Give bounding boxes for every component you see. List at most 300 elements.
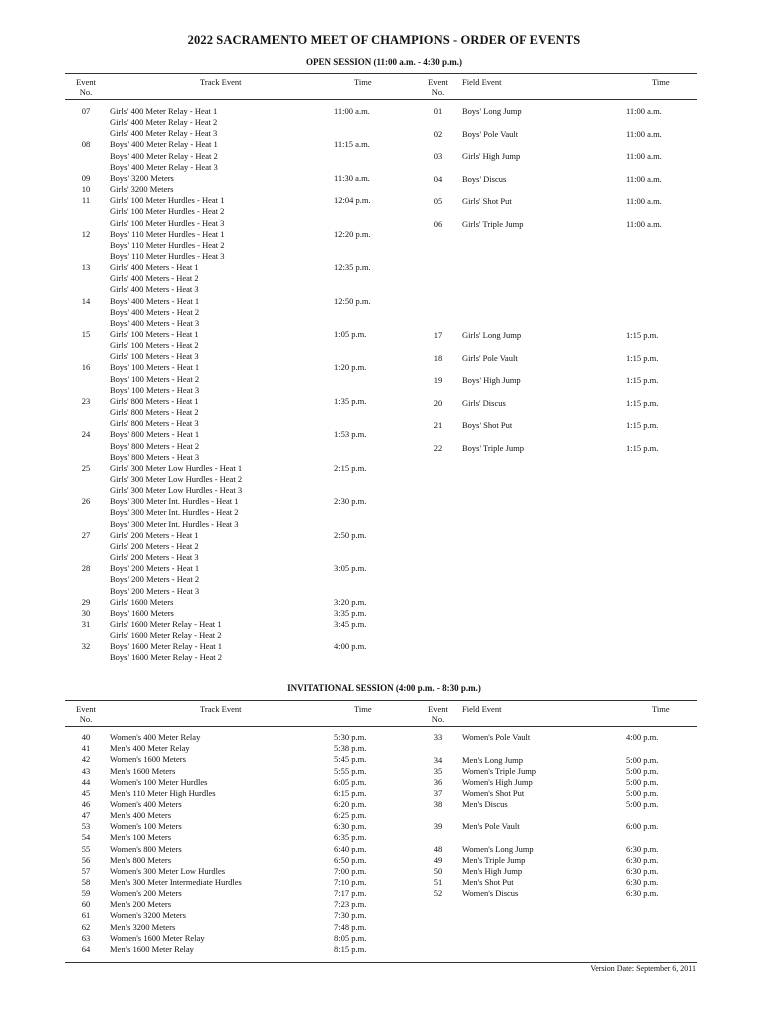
event-time: 5:00 p.m. bbox=[626, 765, 659, 776]
event-number: 58 bbox=[81, 877, 91, 887]
table-row bbox=[66, 463, 396, 474]
table-row bbox=[66, 218, 396, 229]
table-row bbox=[66, 777, 396, 788]
event-time: 11:15 a.m. bbox=[334, 139, 370, 150]
invitational-session-label: INVITATIONAL SESSION (4:00 p.m. - 8:30 p.m.) bbox=[287, 683, 481, 693]
event-time: 6:15 p.m. bbox=[334, 787, 367, 798]
divider bbox=[65, 726, 697, 727]
event-time: 2:15 p.m. bbox=[334, 462, 367, 473]
event-name: Girls' 100 Meters - Heat 1 bbox=[110, 329, 199, 339]
event-time: 1:20 p.m. bbox=[334, 362, 367, 373]
event-name: Men's 800 Meters bbox=[110, 854, 172, 865]
event-name: Girls' 400 Meters - Heat 1 bbox=[110, 262, 199, 273]
event-time: 2:30 p.m. bbox=[334, 496, 367, 507]
event-name: Men's 400 Meter Relay bbox=[110, 743, 190, 754]
event-number: 46 bbox=[81, 798, 91, 809]
event-name: Girls' 300 Meter Low Hurdles - Heat 1 bbox=[110, 462, 243, 473]
event-number: 44 bbox=[81, 776, 91, 787]
event-number: 06 bbox=[433, 218, 443, 229]
event-name: Women's 400 Meters bbox=[110, 798, 182, 809]
event-number: 13 bbox=[81, 262, 91, 273]
event-name: Men's 1600 Meters bbox=[110, 765, 176, 776]
event-name: Women's 100 Meter Hurdles bbox=[110, 776, 208, 787]
event-name: Girls' 1600 Meter Relay - Heat 1 bbox=[110, 618, 222, 629]
event-time: 5:00 p.m. bbox=[626, 776, 659, 787]
event-time: 6:00 p.m. bbox=[626, 821, 659, 831]
event-name: Men's High Jump bbox=[462, 865, 523, 876]
event-time: 3:05 p.m. bbox=[334, 563, 367, 574]
event-name: Girls' 300 Meter Low Hurdles - Heat 2 bbox=[110, 473, 243, 484]
divider bbox=[65, 99, 697, 100]
event-number: 47 bbox=[81, 810, 91, 820]
event-time: 7:23 p.m. bbox=[334, 899, 367, 910]
inv-field-time-header: Time bbox=[652, 704, 670, 714]
event-time: 7:10 p.m. bbox=[334, 877, 367, 887]
event-name: Women's 200 Meters bbox=[110, 888, 182, 899]
table-row bbox=[66, 184, 396, 195]
event-time: 8:05 p.m. bbox=[334, 932, 367, 943]
table-row bbox=[66, 296, 396, 307]
event-name: Boys' 400 Meter Relay - Heat 1 bbox=[110, 139, 218, 150]
event-name: Boys' 200 Meters - Heat 3 bbox=[110, 585, 200, 596]
event-number: 12 bbox=[81, 228, 91, 239]
event-time: 3:20 p.m. bbox=[334, 596, 367, 607]
event-time: 6:30 p.m. bbox=[626, 876, 659, 887]
event-name: Women's Triple Jump bbox=[462, 765, 537, 776]
table-row bbox=[66, 340, 396, 351]
event-time: 6:35 p.m. bbox=[334, 832, 367, 843]
table-row bbox=[418, 732, 698, 743]
event-name: Girls' 800 Meters - Heat 1 bbox=[110, 395, 199, 406]
event-name: Boys' 1600 Meters bbox=[110, 607, 174, 618]
event-time: 1:35 p.m. bbox=[334, 395, 367, 406]
event-time: 6:30 p.m. bbox=[626, 843, 659, 854]
event-name: Girls' 200 Meters - Heat 3 bbox=[110, 552, 199, 562]
event-name: Women's 3200 Meters bbox=[110, 910, 186, 921]
table-row bbox=[66, 485, 396, 496]
event-name: Girls' 200 Meters - Heat 2 bbox=[110, 540, 199, 551]
track-time-header: Time bbox=[354, 77, 372, 87]
event-time: 5:00 p.m. bbox=[626, 787, 659, 798]
event-time: 11:00 a.m. bbox=[626, 151, 662, 161]
table-row bbox=[66, 385, 396, 396]
table-row bbox=[66, 574, 396, 585]
event-name: Men's 3200 Meters bbox=[110, 921, 176, 932]
event-name: Boys' 800 Meters - Heat 2 bbox=[110, 440, 200, 451]
event-time: 1:15 p.m. bbox=[626, 330, 659, 340]
event-name: Boys' 800 Meters - Heat 1 bbox=[110, 429, 200, 440]
table-row bbox=[418, 174, 698, 185]
table-row bbox=[418, 777, 698, 788]
event-number: 53 bbox=[81, 821, 91, 832]
event-name: Girls' 200 Meters - Heat 1 bbox=[110, 529, 199, 540]
event-time: 11:00 a.m. bbox=[626, 106, 662, 116]
table-row bbox=[66, 429, 396, 440]
event-time: 5:00 p.m. bbox=[626, 798, 659, 809]
event-time: 6:20 p.m. bbox=[334, 798, 367, 809]
event-name: Girls' 400 Meter Relay - Heat 1 bbox=[110, 106, 218, 116]
table-row bbox=[66, 307, 396, 318]
event-name: Girls' Shot Put bbox=[462, 196, 512, 206]
event-number: 04 bbox=[433, 173, 443, 184]
event-name: Boys' Long Jump bbox=[462, 106, 522, 116]
event-number: 60 bbox=[81, 899, 91, 910]
event-name: Men's 300 Meter Intermediate Hurdles bbox=[110, 877, 242, 887]
event-name: Girls' 800 Meters - Heat 2 bbox=[110, 407, 199, 418]
event-number: 21 bbox=[433, 420, 443, 430]
event-number: 57 bbox=[81, 865, 91, 876]
event-time: 1:15 p.m. bbox=[626, 375, 659, 385]
table-row bbox=[66, 318, 396, 329]
table-row bbox=[66, 922, 396, 933]
event-name: Women's 400 Meter Relay bbox=[110, 732, 201, 742]
event-number: 55 bbox=[81, 843, 91, 854]
event-name: Women's High Jump bbox=[462, 776, 533, 787]
table-row bbox=[66, 541, 396, 552]
event-time: 5:38 p.m. bbox=[334, 743, 367, 754]
event-name: Boys' 1600 Meter Relay - Heat 1 bbox=[110, 641, 223, 652]
event-name: Boys' Triple Jump bbox=[462, 442, 524, 453]
event-number: 24 bbox=[81, 429, 91, 440]
table-row bbox=[66, 630, 396, 641]
table-row bbox=[66, 619, 396, 630]
inv-field-event-no-header: Event No. bbox=[428, 704, 448, 724]
event-name: Girls' 100 Meters - Heat 3 bbox=[110, 351, 199, 362]
table-row bbox=[66, 474, 396, 485]
event-time: 2:50 p.m. bbox=[334, 529, 367, 540]
event-name: Girls' 3200 Meters bbox=[110, 184, 174, 195]
document-title: 2022 SACRAMENTO MEET OF CHAMPIONS - ORDER OF EVENTS bbox=[187, 33, 581, 47]
event-number: 22 bbox=[433, 442, 443, 453]
event-name: Boys' 200 Meters - Heat 1 bbox=[110, 563, 200, 574]
event-name: Girls' Triple Jump bbox=[462, 218, 524, 229]
event-number: 43 bbox=[81, 765, 91, 776]
table-row bbox=[418, 755, 698, 766]
event-name: Women's 1600 Meter Relay bbox=[110, 932, 205, 943]
event-time: 5:30 p.m. bbox=[334, 732, 367, 742]
event-name: Boys' 110 Meter Hurdles - Heat 1 bbox=[110, 228, 225, 239]
event-time: 4:00 p.m. bbox=[334, 641, 367, 652]
event-number: 26 bbox=[81, 496, 91, 507]
event-number: 59 bbox=[81, 888, 91, 899]
event-name: Boys' Discus bbox=[462, 173, 507, 184]
table-row bbox=[66, 106, 396, 117]
event-number: 19 bbox=[433, 375, 443, 385]
event-number: 54 bbox=[81, 832, 91, 843]
event-time: 11:00 a.m. bbox=[334, 106, 370, 116]
table-row bbox=[66, 162, 396, 173]
table-row bbox=[418, 420, 698, 431]
event-name: Boys' 400 Meter Relay - Heat 2 bbox=[110, 150, 218, 161]
table-row bbox=[66, 855, 396, 866]
event-name: Boys' 110 Meter Hurdles - Heat 3 bbox=[110, 251, 225, 261]
event-name: Men's 400 Meters bbox=[110, 810, 172, 820]
event-number: 02 bbox=[433, 128, 443, 139]
table-row bbox=[66, 732, 396, 743]
event-name: Boys' 400 Meters - Heat 3 bbox=[110, 317, 200, 328]
event-time: 6:50 p.m. bbox=[334, 854, 367, 865]
event-name: Men's Long Jump bbox=[462, 754, 524, 765]
event-name: Women's 300 Meter Low Hurdles bbox=[110, 865, 226, 876]
event-name: Men's Shot Put bbox=[462, 876, 514, 887]
event-time: 6:25 p.m. bbox=[334, 810, 367, 820]
event-name: Girls' 100 Meter Hurdles - Heat 3 bbox=[110, 217, 225, 228]
event-number: 10 bbox=[81, 184, 91, 195]
event-name: Women's 100 Meters bbox=[110, 821, 182, 832]
table-row bbox=[66, 933, 396, 944]
table-row bbox=[66, 530, 396, 541]
event-time: 11:00 a.m. bbox=[626, 196, 662, 206]
event-time: 7:17 p.m. bbox=[334, 888, 367, 899]
table-row bbox=[66, 910, 396, 921]
event-name: Men's 110 Meter High Hurdles bbox=[110, 787, 216, 798]
event-name: Women's 1600 Meters bbox=[110, 754, 186, 765]
table-row bbox=[66, 766, 396, 777]
inv-field-event-header: Field Event bbox=[462, 704, 502, 714]
table-row bbox=[418, 330, 698, 341]
event-name: Boys' High Jump bbox=[462, 375, 521, 385]
field-event-header: Field Event bbox=[462, 77, 502, 87]
event-name: Women's 800 Meters bbox=[110, 843, 182, 854]
table-row bbox=[66, 496, 396, 507]
table-row bbox=[66, 173, 396, 184]
event-number: 42 bbox=[81, 754, 91, 765]
table-row bbox=[418, 353, 698, 364]
table-row bbox=[418, 375, 698, 386]
event-number: 39 bbox=[433, 821, 443, 831]
event-name: Boys' 100 Meters - Heat 2 bbox=[110, 373, 200, 384]
event-time: 6:30 p.m. bbox=[626, 854, 659, 865]
table-row bbox=[66, 899, 396, 910]
table-row bbox=[66, 418, 396, 429]
table-row bbox=[418, 821, 698, 832]
table-row bbox=[66, 128, 396, 139]
event-time: 1:53 p.m. bbox=[334, 429, 367, 440]
event-name: Girls' 300 Meter Low Hurdles - Heat 3 bbox=[110, 485, 243, 496]
table-row bbox=[66, 139, 396, 150]
table-row bbox=[66, 229, 396, 240]
event-number: 14 bbox=[81, 295, 91, 306]
event-number: 36 bbox=[433, 776, 443, 787]
table-row bbox=[66, 788, 396, 799]
event-number: 15 bbox=[81, 329, 91, 339]
event-time: 7:48 p.m. bbox=[334, 921, 367, 932]
table-row bbox=[418, 788, 698, 799]
field-event-no-header: Event No. bbox=[428, 77, 448, 97]
table-row bbox=[66, 519, 396, 530]
event-name: Men's Pole Vault bbox=[462, 821, 520, 831]
event-name: Boys' Pole Vault bbox=[462, 128, 519, 139]
event-time: 1:15 p.m. bbox=[626, 420, 659, 430]
track-event-no-header: Event No. bbox=[76, 77, 96, 97]
event-time: 5:00 p.m. bbox=[626, 754, 659, 765]
event-number: 09 bbox=[81, 172, 91, 183]
inv-track-event-no-header: Event No. bbox=[76, 704, 96, 724]
table-row bbox=[66, 117, 396, 128]
event-number: 18 bbox=[433, 352, 443, 363]
event-number: 23 bbox=[81, 395, 91, 406]
table-row bbox=[418, 866, 698, 877]
table-row bbox=[66, 754, 396, 765]
event-time: 12:20 p.m. bbox=[334, 228, 371, 239]
event-name: Women's Shot Put bbox=[462, 787, 525, 798]
table-row bbox=[66, 284, 396, 295]
event-time: 3:35 p.m. bbox=[334, 607, 367, 618]
table-row bbox=[66, 877, 396, 888]
event-name: Girls' 100 Meter Hurdles - Heat 1 bbox=[110, 195, 225, 206]
event-number: 48 bbox=[433, 843, 443, 854]
event-number: 20 bbox=[433, 397, 443, 408]
event-name: Boys' 300 Meter Int. Hurdles - Heat 2 bbox=[110, 507, 239, 518]
event-number: 16 bbox=[81, 362, 91, 373]
event-time: 11:00 a.m. bbox=[626, 173, 662, 184]
table-row bbox=[418, 855, 698, 866]
table-row bbox=[66, 866, 396, 877]
event-time: 1:15 p.m. bbox=[626, 442, 659, 453]
event-number: 32 bbox=[81, 641, 91, 652]
table-row bbox=[418, 766, 698, 777]
event-number: 38 bbox=[433, 798, 443, 809]
event-name: Girls' 400 Meter Relay - Heat 2 bbox=[110, 117, 218, 128]
event-time: 1:05 p.m. bbox=[334, 329, 367, 339]
table-row bbox=[66, 396, 396, 407]
event-number: 51 bbox=[433, 876, 443, 887]
event-number: 25 bbox=[81, 462, 91, 473]
inv-track-time-header: Time bbox=[354, 704, 372, 714]
event-name: Boys' 200 Meters - Heat 2 bbox=[110, 574, 200, 585]
event-name: Boys' 800 Meters - Heat 3 bbox=[110, 451, 200, 462]
inv-track-event-header: Track Event bbox=[200, 704, 242, 714]
table-row bbox=[66, 407, 396, 418]
table-row bbox=[66, 944, 396, 955]
table-row bbox=[418, 129, 698, 140]
table-row bbox=[66, 374, 396, 385]
event-time: 6:30 p.m. bbox=[626, 887, 659, 898]
table-row bbox=[66, 151, 396, 162]
event-number: 45 bbox=[81, 787, 91, 798]
event-number: 37 bbox=[433, 787, 443, 798]
table-row bbox=[66, 552, 396, 563]
event-name: Boys' 400 Meter Relay - Heat 3 bbox=[110, 161, 218, 172]
event-number: 03 bbox=[433, 151, 443, 161]
table-row bbox=[66, 641, 396, 652]
event-name: Boys' Shot Put bbox=[462, 420, 513, 430]
table-row bbox=[418, 398, 698, 409]
event-time: 4:00 p.m. bbox=[626, 732, 659, 742]
event-name: Boys' 100 Meters - Heat 3 bbox=[110, 384, 200, 395]
event-number: 34 bbox=[433, 754, 443, 765]
event-number: 28 bbox=[81, 563, 91, 574]
table-row bbox=[66, 273, 396, 284]
event-name: Boys' 400 Meters - Heat 1 bbox=[110, 295, 200, 306]
event-name: Boys' 400 Meters - Heat 2 bbox=[110, 306, 200, 317]
event-number: 01 bbox=[433, 106, 443, 116]
event-time: 12:04 p.m. bbox=[334, 195, 371, 206]
event-number: 61 bbox=[81, 910, 91, 921]
event-number: 07 bbox=[81, 106, 91, 116]
event-name: Women's Pole Vault bbox=[462, 732, 531, 742]
table-row bbox=[66, 441, 396, 452]
event-time: 5:45 p.m. bbox=[334, 754, 367, 765]
table-row bbox=[66, 195, 396, 206]
event-time: 8:15 p.m. bbox=[334, 943, 367, 954]
divider bbox=[65, 700, 697, 701]
event-time: 6:05 p.m. bbox=[334, 776, 367, 787]
event-number: 40 bbox=[81, 732, 91, 742]
table-row bbox=[66, 206, 396, 217]
event-name: Girls' 100 Meter Hurdles - Heat 2 bbox=[110, 206, 225, 217]
event-name: Girls' 400 Meters - Heat 3 bbox=[110, 284, 199, 295]
table-row bbox=[66, 821, 396, 832]
event-number: 35 bbox=[433, 765, 443, 776]
table-row bbox=[418, 844, 698, 855]
event-number: 41 bbox=[81, 743, 91, 754]
event-name: Men's 100 Meters bbox=[110, 832, 172, 843]
open-session-label: OPEN SESSION (11:00 a.m. - 4:30 p.m.) bbox=[305, 57, 462, 67]
event-time: 11:00 a.m. bbox=[626, 128, 662, 139]
table-row bbox=[418, 196, 698, 207]
version-date: Version Date: September 6, 2011 bbox=[590, 964, 696, 973]
event-time: 6:30 p.m. bbox=[334, 821, 367, 832]
event-number: 31 bbox=[81, 618, 91, 629]
event-time: 5:55 p.m. bbox=[334, 765, 367, 776]
event-time: 11:30 a.m. bbox=[334, 172, 370, 183]
event-name: Girls' 400 Meter Relay - Heat 3 bbox=[110, 128, 218, 139]
event-time: 7:00 p.m. bbox=[334, 865, 367, 876]
event-name: Girls' High Jump bbox=[462, 151, 521, 161]
event-number: 62 bbox=[81, 921, 91, 932]
event-number: 29 bbox=[81, 596, 91, 607]
table-row bbox=[66, 329, 396, 340]
event-number: 30 bbox=[81, 607, 91, 618]
event-time: 6:40 p.m. bbox=[334, 843, 367, 854]
event-time: 12:50 p.m. bbox=[334, 295, 371, 306]
table-row bbox=[66, 351, 396, 362]
table-row bbox=[418, 888, 698, 899]
event-name: Girls' Pole Vault bbox=[462, 352, 518, 363]
table-row bbox=[66, 507, 396, 518]
table-row bbox=[66, 743, 396, 754]
event-number: 11 bbox=[81, 195, 91, 206]
table-row bbox=[66, 563, 396, 574]
divider bbox=[65, 73, 697, 74]
table-row bbox=[66, 832, 396, 843]
event-number: 05 bbox=[433, 196, 443, 206]
event-time: 11:00 a.m. bbox=[626, 218, 662, 229]
event-number: 64 bbox=[81, 943, 91, 954]
table-row bbox=[66, 844, 396, 855]
event-time: 1:15 p.m. bbox=[626, 397, 659, 408]
event-name: Men's Triple Jump bbox=[462, 854, 526, 865]
table-row bbox=[66, 888, 396, 899]
event-number: 27 bbox=[81, 529, 91, 540]
event-name: Women's Long Jump bbox=[462, 843, 534, 854]
table-row bbox=[418, 443, 698, 454]
event-number: 08 bbox=[81, 139, 91, 150]
event-name: Men's Discus bbox=[462, 798, 508, 809]
event-number: 56 bbox=[81, 854, 91, 865]
event-name: Girls' Long Jump bbox=[462, 330, 522, 340]
track-event-header: Track Event bbox=[200, 77, 242, 87]
event-number: 49 bbox=[433, 854, 443, 865]
event-time: 12:35 p.m. bbox=[334, 262, 371, 273]
table-row bbox=[66, 597, 396, 608]
table-row bbox=[418, 106, 698, 117]
divider bbox=[65, 962, 697, 963]
event-time: 3:45 p.m. bbox=[334, 618, 367, 629]
event-name: Boys' 110 Meter Hurdles - Heat 2 bbox=[110, 239, 225, 250]
event-name: Boys' 300 Meter Int. Hurdles - Heat 3 bbox=[110, 518, 239, 529]
